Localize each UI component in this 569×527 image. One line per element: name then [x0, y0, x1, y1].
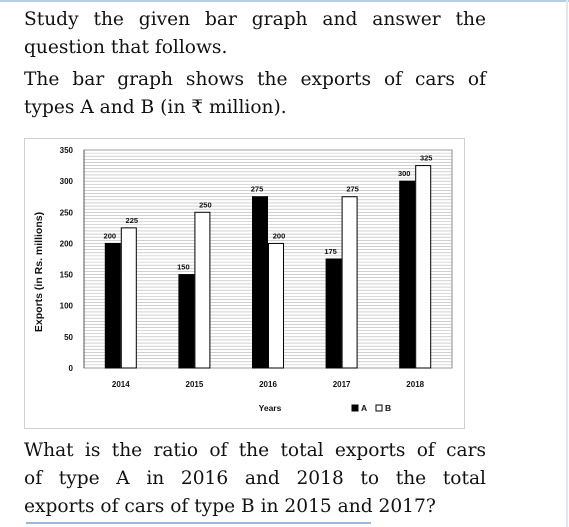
bar-b-2015 [195, 212, 210, 368]
description-line-1: The bar graph shows the exports of cars of [24, 69, 486, 90]
data-label: 175 [324, 247, 337, 256]
y-axis-title: Exports (in Rs. millions) [33, 211, 45, 333]
data-label: 275 [346, 184, 359, 194]
bar-a-2018 [400, 181, 415, 368]
question-line-3: exports of cars of type B in 2015 and 2017? [24, 496, 436, 517]
legend-label: A [361, 403, 368, 413]
x-tick-label: 2016 [259, 380, 277, 389]
x-axis-title: Years [258, 403, 282, 413]
chart-svg [25, 139, 464, 428]
bar-chart [24, 138, 465, 429]
data-label: 200 [103, 231, 117, 241]
y-tick-label: 150 [59, 270, 73, 280]
description-line-2: types A and B (in ₹ million). [24, 97, 287, 118]
data-label: 300 [397, 169, 411, 179]
description-text [24, 66, 486, 122]
legend-swatch-b [376, 405, 382, 411]
bar-b-2018 [416, 166, 431, 368]
y-tick-label: 0 [68, 364, 73, 373]
intro-text [24, 6, 486, 62]
intro-line-1: Study the given bar graph and answer the [24, 9, 486, 30]
data-label: 275 [250, 184, 264, 194]
question-line-2: of type A in 2016 and 2018 to the total [24, 468, 486, 489]
legend-label: B [385, 403, 392, 413]
legend-swatch-a [352, 405, 358, 411]
bar-b-2016 [269, 243, 284, 368]
data-label: 200 [272, 231, 286, 241]
data-label: 250 [199, 200, 212, 210]
question-text [24, 437, 486, 521]
y-tick-label: 250 [59, 208, 73, 218]
bottom-border [26, 522, 371, 524]
y-tick-label: 350 [59, 146, 73, 155]
data-label: 325 [419, 153, 433, 163]
question-line-1: What is the ratio of the total exports of cars [24, 440, 486, 461]
x-tick-label: 2014 [111, 380, 130, 389]
intro-line-2: question that follows. [24, 37, 228, 58]
bar-a-2017 [326, 259, 341, 368]
x-tick-label: 2015 [185, 380, 204, 389]
y-tick-label: 100 [59, 301, 73, 311]
y-tick-label: 200 [59, 239, 73, 249]
bar-a-2015 [179, 275, 194, 368]
data-label: 150 [177, 262, 190, 272]
bar-a-2014 [105, 243, 120, 368]
data-label: 225 [125, 215, 139, 225]
x-tick-label: 2017 [332, 380, 351, 389]
bar-b-2014 [121, 228, 136, 368]
x-tick-label: 2018 [406, 380, 425, 389]
right-border [566, 0, 568, 527]
y-tick-label: 50 [64, 332, 73, 342]
bar-b-2017 [342, 197, 357, 368]
top-border [0, 0, 569, 2]
y-tick-label: 300 [59, 177, 73, 187]
bar-a-2016 [253, 197, 268, 368]
